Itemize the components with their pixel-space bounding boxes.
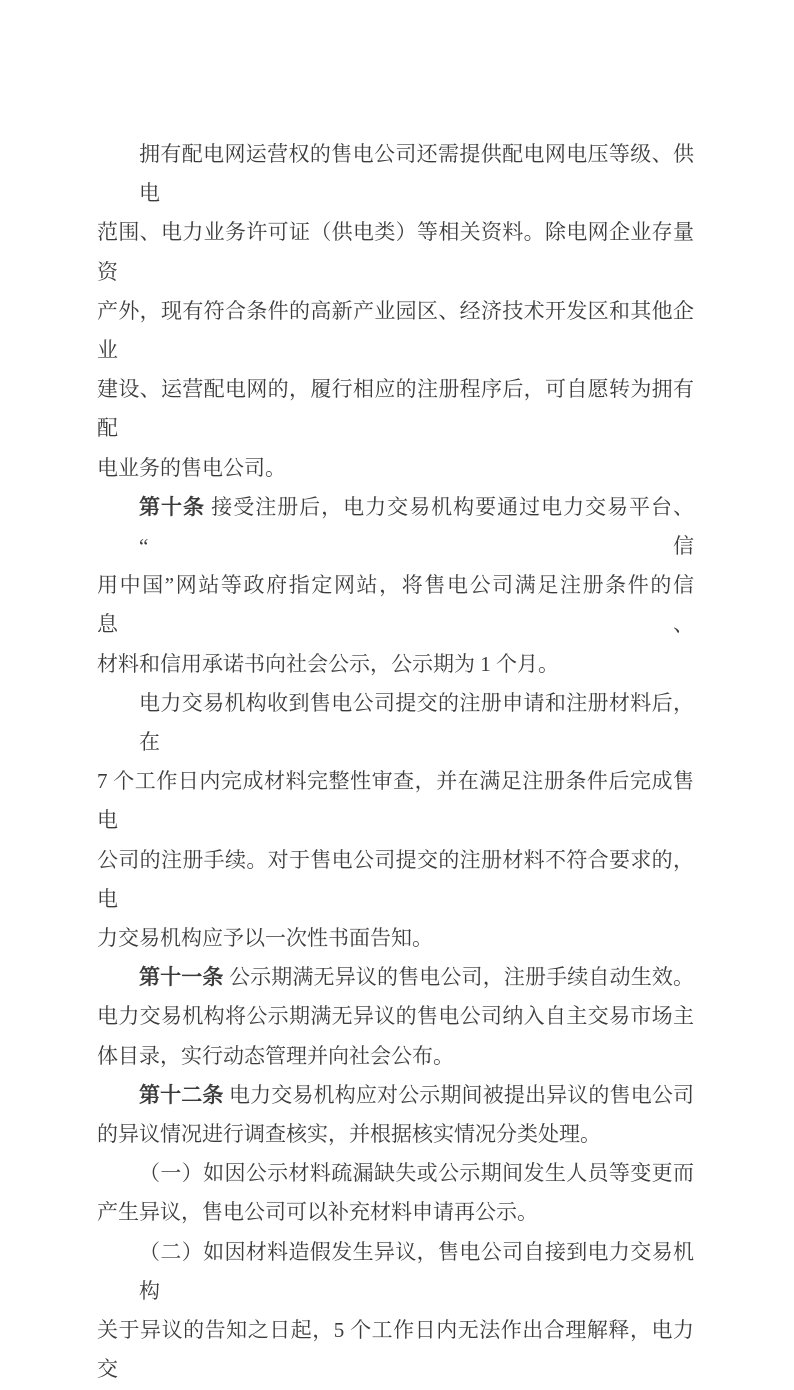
line-text: （二）如因材料造假发生异议，售电公司自接到电力交易机构 <box>139 1239 694 1303</box>
line-text: 公示期满无异议的售电公司，注册手续自动生效。 <box>223 965 694 990</box>
line-text: 公司的注册手续。对于售电公司提交的注册材料不符合要求的，电 <box>97 847 694 911</box>
article-number: 第十二条 <box>139 1082 224 1107</box>
text-line <box>97 1193 694 1232</box>
line-text: 关于异议的告知之日起，5 个工作日内无法作出合理解释，电力交 <box>97 1318 694 1382</box>
text-line <box>97 684 694 762</box>
line-text: 7 个工作日内完成材料完整性审查，并在满足注册条件后完成售电 <box>97 769 694 833</box>
article-number: 第十条 <box>139 494 205 519</box>
text-line <box>97 1037 694 1076</box>
line-text: 力交易机构应予以一次性书面告知。 <box>97 926 433 951</box>
text-line <box>97 135 694 213</box>
line-text: 体目录，实行动态管理并向社会公布。 <box>97 1043 454 1068</box>
text-line <box>97 213 694 291</box>
list-item-line <box>97 1233 694 1311</box>
line-text: 用中国”网站等政府指定网站，将售电公司满足注册条件的信息、 <box>97 573 694 637</box>
line-text: 电力交易机构将公示期满无异议的售电公司纳入自主交易市场主 <box>97 1004 694 1029</box>
line-text: 电力交易机构应对公示期间被提出异议的售电公司 <box>223 1082 694 1107</box>
line-text: 拥有配电网运营权的售电公司还需提供配电网电压等级、供电 <box>139 142 694 206</box>
line-text: 材料和信用承诺书向社会公示，公示期为 1 个月。 <box>97 651 559 676</box>
text-line <box>97 292 694 370</box>
article-number: 第十一条 <box>139 965 224 990</box>
text-line <box>97 370 694 448</box>
article-heading-line <box>97 488 694 566</box>
text-line <box>97 449 694 488</box>
line-text: 的异议情况进行调查核实，并根据核实情况分类处理。 <box>97 1122 601 1147</box>
text-line <box>97 762 694 840</box>
text-line <box>97 1115 694 1154</box>
text-line <box>97 919 694 958</box>
line-text: 接受注册后，电力交易机构要通过电力交易平台、“信 <box>139 494 695 559</box>
text-line <box>97 1311 694 1389</box>
text-line <box>97 997 694 1036</box>
article-heading-line <box>97 958 694 997</box>
list-item-line <box>97 1154 694 1193</box>
article-heading-line <box>97 1076 694 1115</box>
text-line <box>97 645 694 684</box>
line-text: 电力交易机构收到售电公司提交的注册申请和注册材料后，在 <box>139 690 694 755</box>
text-line <box>97 566 694 644</box>
line-text: 建设、运营配电网的，履行相应的注册程序后，可自愿转为拥有配 <box>97 377 694 441</box>
line-text: （一）如因公示材料疏漏缺失或公示期间发生人员等变更而 <box>139 1161 694 1186</box>
line-text: 电业务的售电公司。 <box>97 455 286 480</box>
document-body <box>97 135 694 1390</box>
line-text: 产生异议，售电公司可以补充材料申请再公示。 <box>97 1200 538 1225</box>
line-text: 范围、电力业务许可证（供电类）等相关资料。除电网企业存量资 <box>97 220 694 284</box>
text-line <box>97 841 694 919</box>
line-text: 产外，现有符合条件的高新产业园区、经济技术开发区和其他企业 <box>97 298 694 363</box>
